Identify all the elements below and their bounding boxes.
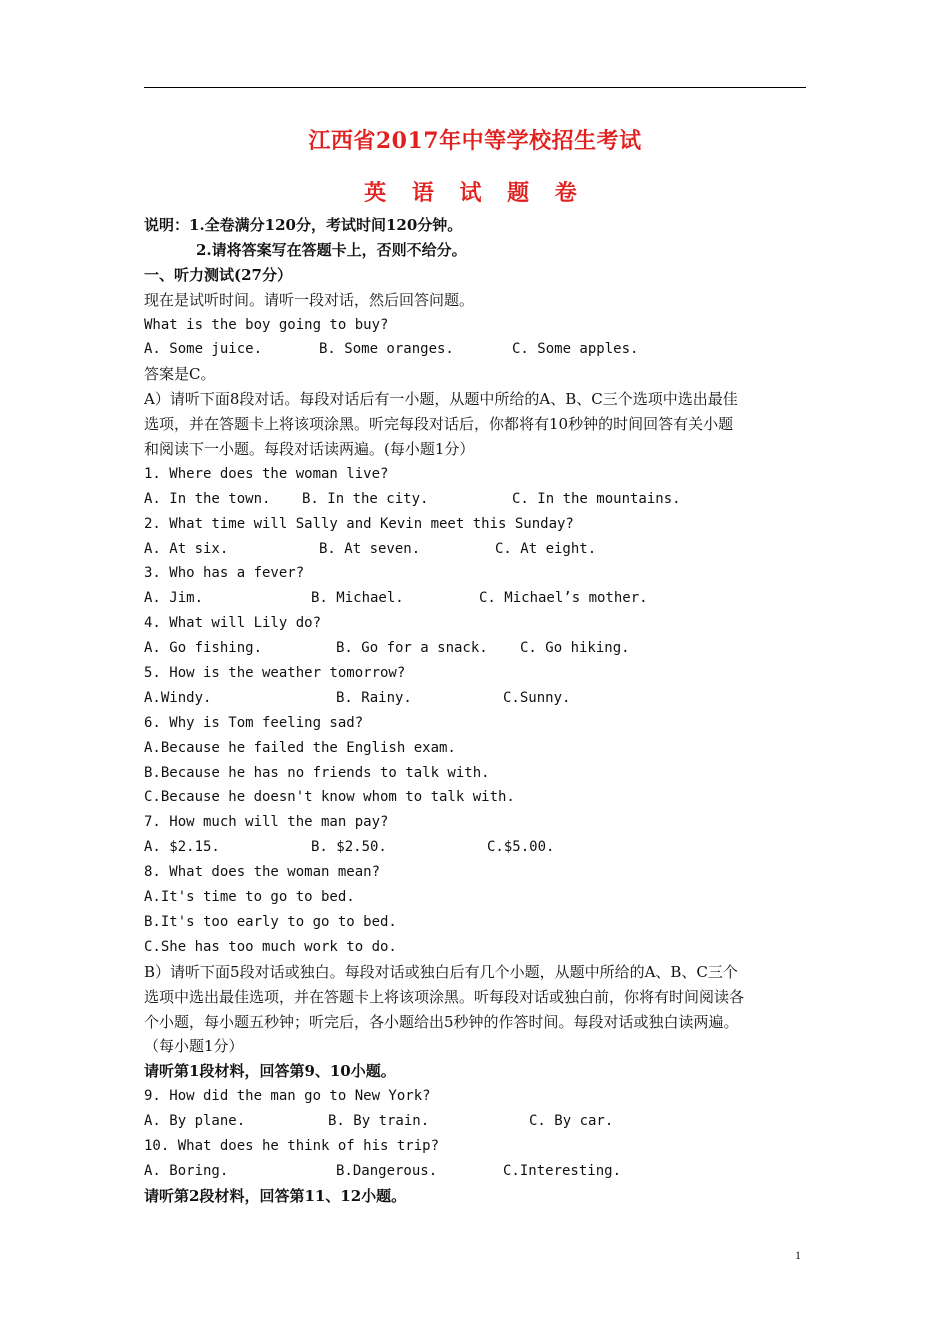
question-6-option-b: B.Because he has no friends to talk with. [144,764,490,781]
partA-instructions-2: 选项，并在答题卡上将该项涂黑。听完每段对话后，你都将有10秒钟的时间回答有关小题 [144,415,734,434]
option-c: C. By car. [529,1113,614,1130]
question-5: 5. How is the weather tomorrow? [144,665,406,682]
partB-instructions-1: B）请听下面5段对话或独白。每段对话或独白后有几个小题，从题中所给的A、B、C三个 [144,962,738,981]
material-2-heading: 请听第2段材料，回答第11、12小题。 [144,1186,407,1205]
page-number: 1 [795,1248,801,1262]
partB-instructions-2: 选项中选出最佳选项，并在答题卡上将该项涂黑。听每段对话或独白前，你将有时间阅读各 [144,987,745,1006]
question-1: 1. Where does the woman live? [144,465,389,482]
material-1-heading: 请听第1段材料，回答第9、10小题。 [144,1062,396,1081]
exam-content [144,213,806,1209]
partA-instructions-3: 和阅读下一小题。每段对话读两遍。(每小题1分） [144,440,475,459]
option-a: A. Go fishing. [144,640,263,657]
question-5-options [144,686,806,711]
question-10-options [144,1159,806,1184]
question-8-option-b: B.It's too early to go to bed. [144,913,397,930]
option-b: B. Rainy. [336,689,412,706]
option-a: A. $2.15. [144,839,220,856]
option-a: A. In the town. [144,490,271,507]
instructions-label: 说明： [144,216,190,234]
option-b: B. At seven. [319,540,421,557]
option-b: B. $2.50. [311,839,387,856]
option-c: C.$5.00. [487,839,555,856]
option-c: C.Interesting. [503,1162,622,1179]
option-b: B. Michael. [311,590,404,607]
option-a: A. By plane. [144,1113,246,1130]
option-a: A.Windy. [144,689,212,706]
option-c: C. Some apples. [512,341,639,358]
option-a: A. Boring. [144,1162,229,1179]
question-8: 8. What does the woman mean? [144,864,381,881]
question-6: 6. Why is Tom feeling sad? [144,714,364,731]
header-rule [144,87,806,88]
trial-intro: 现在是试听时间。请听一段对话，然后回答问题。 [144,290,475,309]
question-3-options [144,586,806,611]
option-b: B.Dangerous. [336,1162,438,1179]
option-b: B. By train. [328,1113,430,1130]
option-b: B. Some oranges. [319,341,454,358]
question-2-options [144,537,806,562]
trial-options [144,337,806,362]
option-c: C.Sunny. [503,689,571,706]
trial-answer: 答案是C。 [144,365,216,384]
partB-instructions-4: （每小题1分） [144,1037,244,1056]
option-b: B. Go for a snack. [336,640,488,657]
question-6-option-a: A.Because he failed the English exam. [144,739,456,756]
question-10: 10. What does he think of his trip? [144,1137,440,1154]
exam-subtitle: 英 语 试 题 卷 [364,180,586,206]
question-7: 7. How much will the man pay? [144,814,389,831]
question-4-options [144,636,806,661]
question-4: 4. What will Lily do? [144,615,322,632]
instructions-line-2: 2.请将答案写在答题卡上，否则不给分。 [196,240,467,259]
partA-instructions-1: A）请听下面8段对话。每段对话后有一小题，从题中所给的A、B、C三个选项中选出最佳 [144,390,738,409]
question-2: 2. What time will Sally and Kevin meet this Sunday? [144,515,574,532]
question-9: 9. How did the man go to New York? [144,1088,431,1105]
question-6-option-c: C.Because he doesn't know whom to talk with. [144,789,515,806]
option-c: C. At eight. [495,540,597,557]
option-c: C. Michael’s mother. [479,590,648,607]
instructions-item-1: 1.全卷满分120分，考试时间120分钟。 [189,216,463,234]
instructions-line-1 [144,213,806,238]
question-8-option-a: A.It's time to go to bed. [144,889,355,906]
trial-question: What is the boy going to buy? [144,316,389,333]
question-3: 3. Who has a fever? [144,565,305,582]
section-heading: 一、听力测试(27分） [144,265,292,284]
question-8-option-c: C.She has too much work to do. [144,938,397,955]
option-a: A. Jim. [144,590,204,607]
option-b: B. In the city. [302,490,429,507]
partB-instructions-3: 个小题，每小题五秒钟；听完后，各小题给出5秒钟的作答时间。每段对话或独白读两遍。 [144,1012,739,1031]
exam-title: 江西省2017年中等学校招生考试 [308,128,642,154]
option-c: C. In the mountains. [512,490,681,507]
question-1-options [144,487,806,512]
option-c: C. Go hiking. [520,640,630,657]
option-a: A. At six. [144,540,229,557]
question-7-options [144,835,806,860]
option-a: A. Some juice. [144,341,263,358]
question-9-options [144,1109,806,1134]
